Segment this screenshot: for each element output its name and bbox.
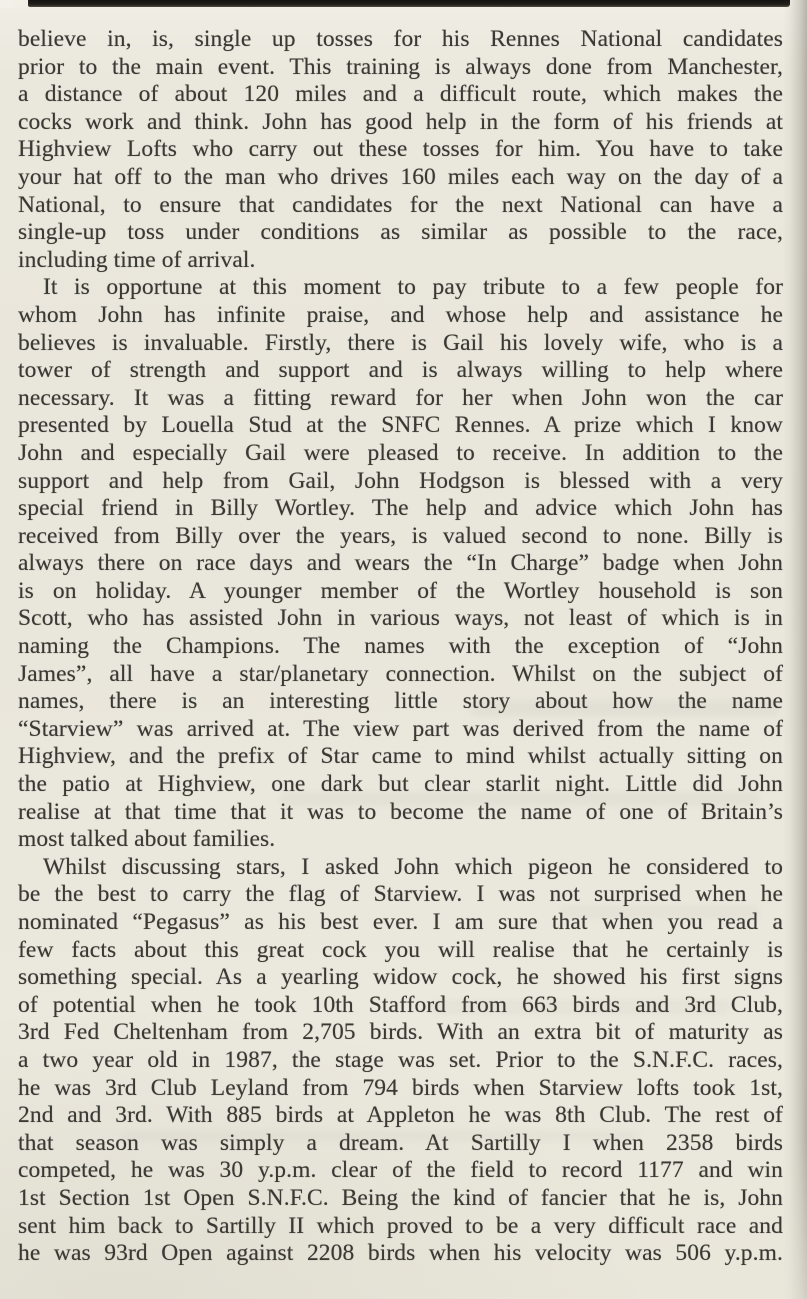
text-line: most talked about families.: [18, 826, 276, 853]
text-line: of potential when he took 10th Stafford from 663 birds and 3rd Club,: [18, 991, 783, 1018]
text-line: National, to ensure that candidates for the next National can have a: [18, 191, 783, 218]
text-line: “Starview” was arrived at. The view part was derived from the name of: [18, 715, 783, 742]
text-line: believe in, is, single up tosses for his Rennes National candidates: [18, 26, 783, 52]
text-line: 3rd Fed Cheltenham from 2,705 birds. With an extra bit of maturity as: [18, 1019, 783, 1046]
text-line: competed, he was 30 y.p.m. clear of the field to record 1177 and win: [18, 1157, 783, 1184]
text-line: support and help from Gail, John Hodgson is blessed with a very: [18, 467, 783, 494]
text-line: always there on race days and wears the “In Charge” badge when John: [18, 550, 783, 577]
text-line: whom John has infinite praise, and whose help and assistance he: [18, 301, 783, 328]
text-line: something special. As a yearling widow cock, he showed his first signs: [18, 964, 783, 991]
text-line: a two year old in 1987, the stage was set. Prior to the S.N.F.C. races,: [18, 1046, 783, 1073]
text-line: nominated “Pegasus” as his best ever. I am sure that when you read a: [18, 909, 783, 935]
text-line: believes is invaluable. Firstly, there is Gail his lovely wife, who is a: [18, 329, 783, 356]
text-line: single-up toss under conditions as similar as possible to the race,: [18, 219, 783, 246]
text-line: that season was simply a dream. At Sartilly I when 2358 birds: [18, 1129, 783, 1156]
text-line: cocks work and think. John has good help in the form of his friends at: [18, 108, 783, 135]
text-line: received from Billy over the years, is valued second to none. Billy is: [18, 522, 783, 549]
text-line: he was 93rd Open against 2208 birds when his velocity was 506 y.p.m.: [18, 1240, 783, 1267]
text-line: John and especially Gail were pleased to receive. In addition to the: [18, 439, 783, 466]
scan-edge-bar: [28, 0, 790, 7]
text-line: James”, all have a star/planetary connection. Whilst on the subject of: [18, 660, 783, 687]
text-line: be the best to carry the flag of Starview. I was not surprised when he: [18, 881, 783, 908]
text-line: Highview, and the prefix of Star came to mind whilst actually sitting on: [18, 743, 783, 770]
text-line: few facts about this great cock you will realise that he certainly is: [18, 936, 783, 963]
text-line: Scott, who has assisted John in various ways, not least of which is in: [18, 605, 783, 632]
text-line: realise at that time that it was to become the name of one of Britain’s: [18, 798, 783, 825]
text-line: is on holiday. A younger member of the Wortley household is son: [18, 577, 783, 604]
text-line: 1st Section 1st Open S.N.F.C. Being the kind of fancier that he is, John: [18, 1184, 783, 1211]
text-line: sent him back to Sartilly II which proved to be a very difficult race and: [18, 1212, 783, 1239]
text-line: naming the Champions. The names with the exception of “John: [18, 633, 783, 660]
text-line: Highview Lofts who carry out these tosses for him. You have to take: [18, 136, 783, 163]
text-line: 2nd and 3rd. With 885 birds at Appleton he was 8th Club. The rest of: [18, 1102, 783, 1129]
text-line: your hat off to the man who drives 160 miles each way on the day of a: [18, 163, 783, 190]
scan-edge-bar-fade: [0, 0, 30, 8]
text-line: including time of arrival.: [18, 246, 256, 273]
body-text-column: [18, 26, 783, 1268]
text-line: the patio at Highview, one dark but clear starlit night. Little did John: [18, 771, 783, 798]
text-line: Whilst discussing stars, I asked John which pigeon he considered to: [43, 853, 783, 880]
page-edge-shadow-fade: [783, 1139, 807, 1299]
text-line: tower of strength and support and is always willing to help where: [18, 357, 783, 384]
text-line: It is opportune at this moment to pay tribute to a few people for: [43, 274, 783, 301]
text-line: names, there is an interesting little story about how the name: [18, 688, 783, 715]
text-line: a distance of about 120 miles and a difficult route, which makes the: [18, 81, 783, 108]
text-line: prior to the main event. This training is always done from Manchester,: [18, 53, 783, 80]
page-edge-shadow: [783, 0, 807, 1299]
text-line: necessary. It was a fitting reward for her when John won the car: [18, 384, 783, 411]
text-line: he was 3rd Club Leyland from 794 birds when Starview lofts took 1st,: [18, 1074, 783, 1101]
text-line: special friend in Billy Wortley. The help and advice which John has: [18, 495, 783, 522]
text-line: presented by Louella Stud at the SNFC Rennes. A prize which I know: [18, 412, 783, 439]
